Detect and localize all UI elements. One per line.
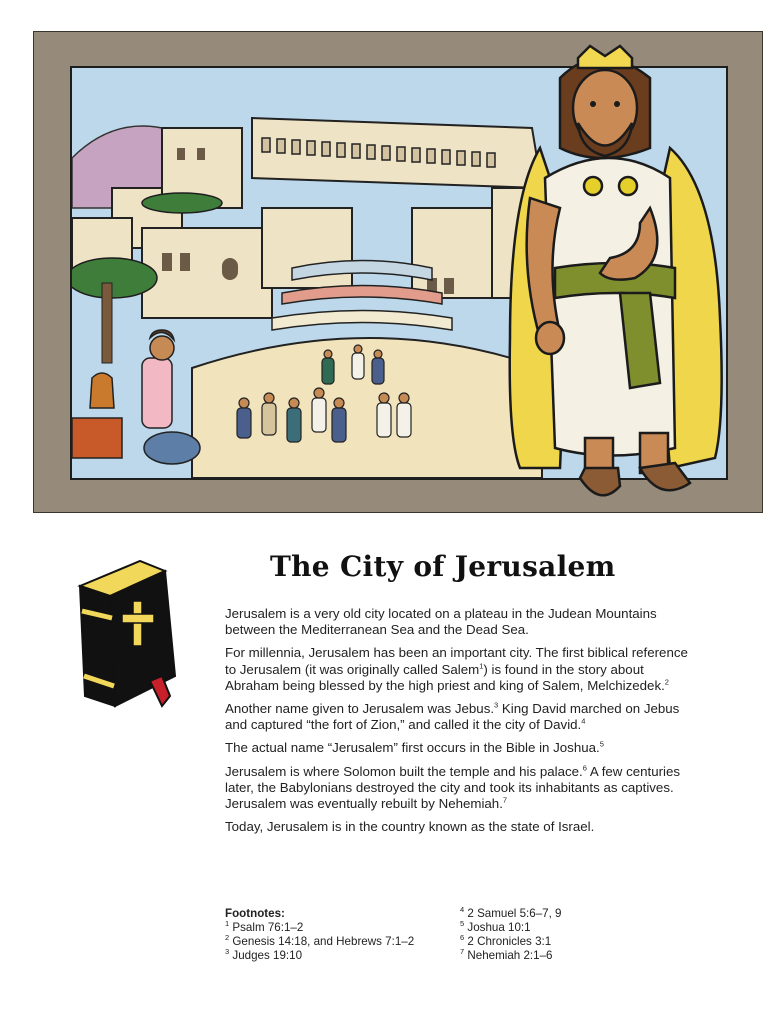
footnote-ref: 7	[502, 795, 508, 805]
footnotes-heading: Footnotes:	[225, 907, 285, 920]
footnotes-left	[225, 907, 414, 963]
bible-icon	[70, 556, 180, 716]
paragraph: The actual name “Jerusalem” first occurs in the Bible in Joshua.$^5$	[225, 740, 604, 756]
footnote: $^7$ Nehemiah 2:1–6	[460, 947, 553, 962]
footnote-ref: 2	[664, 677, 669, 687]
footnote: $^5$ Joshua 10:1	[460, 919, 531, 934]
footnote: $^6$ 2 Chronicles 3:1	[460, 933, 552, 948]
footnote: $^2$ Genesis 14:18, and Hebrews 7:1–2	[225, 933, 415, 948]
footnote-ref: 5	[599, 740, 604, 749]
footnotes-right	[460, 907, 562, 963]
page-title: The City of Jerusalem	[270, 550, 616, 583]
king-david-illustration	[500, 38, 728, 504]
footnote-ref: 4	[581, 716, 586, 726]
footnote-ref: 3	[494, 700, 499, 710]
paragraph: Today, Jerusalem is in the country known as the state of Israel.	[225, 819, 595, 835]
footnote-ref: 6	[582, 763, 587, 773]
footnote-ref: 1	[479, 661, 484, 671]
paragraph: Jerusalem is where Solomon built the temple and his palace.$^6$ A few centuries later, the Babylonians destroyed the city and took its inhabitants as captives. Jerusalem was eventually rebuilt by Nehemiah.$^7$	[225, 763, 681, 812]
paragraph: Another name given to Jerusalem was Jebus.$^3$ King David marched on Jebus and captured “the fort of Zion,” and called it the city of David.$^4$	[225, 700, 680, 733]
footnote: $^1$ Psalm 76:1–2	[225, 919, 304, 934]
footnote: $^4$ 2 Samuel 5:6–7, 9	[460, 905, 562, 920]
paragraph: For millennia, Jerusalem has been an important city. The first biblical reference to Jerusalem (it was originally called Salem$^1$) is found in the story about Abraham being blessed by the high priest and king of Salem, Melchizedek.$^2$	[225, 645, 688, 693]
article-body	[225, 606, 695, 842]
footnote: $^3$ Judges 19:10	[225, 947, 303, 962]
paragraph: Jerusalem is a very old city located on a plateau in the Judean Mountains between the Mediterranean Sea and the Dead Sea.	[225, 606, 657, 638]
